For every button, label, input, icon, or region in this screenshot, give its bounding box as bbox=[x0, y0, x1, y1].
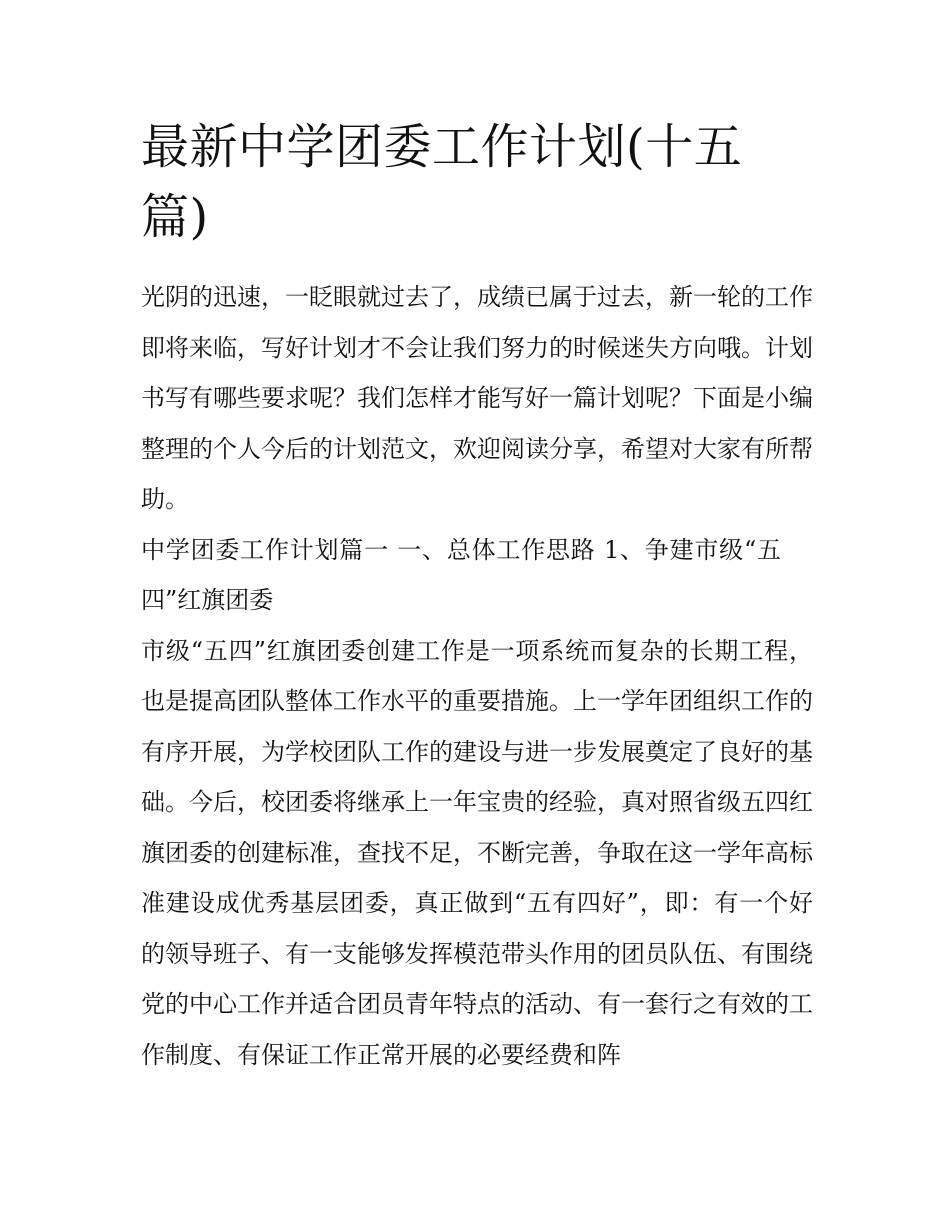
document-page bbox=[141, 112, 813, 1080]
document-title: 最新中学团委工作计划(十五篇) bbox=[141, 119, 743, 245]
section-heading-paragraph: 中学团委工作计划篇一 一、总体工作思路 1、争建市级“五四”红旗团委 bbox=[141, 535, 781, 614]
body-paragraph: 市级“五四”红旗团委创建工作是一项系统而复杂的长期工程，也是提高团队整体工作水平的重要措施。上一学年团组织工作的有序开展，为学校团队工作的建设与进一步发展奠定了良好的基础。今后，校团委将继承上一年宝贵的经验，真对照省级五四红旗团委的创建标准，查找不足，不断完善，争取在这一学年高标准建设成优秀基层团委，真正做到“五有四好”，即：有一个好的领导班子、有一支能够发挥模范带头作用的团员队伍、有围绕党的中心工作并适合团员青年特点的活动、有一套行之有效的工作制度、有保证工作正常开展的必要经费和阵 bbox=[141, 636, 813, 1069]
intro-paragraph: 光阴的迅速，一眨眼就过去了，成绩已属于过去，新一轮的工作即将来临，写好计划才不会让我们努力的时候迷失方向哦。计划书写有哪些要求呢？我们怎样才能写好一篇计划呢？下面是小编整理的个人今后的计划范文，欢迎阅读分享，希望对大家有所帮助。 bbox=[141, 283, 813, 513]
